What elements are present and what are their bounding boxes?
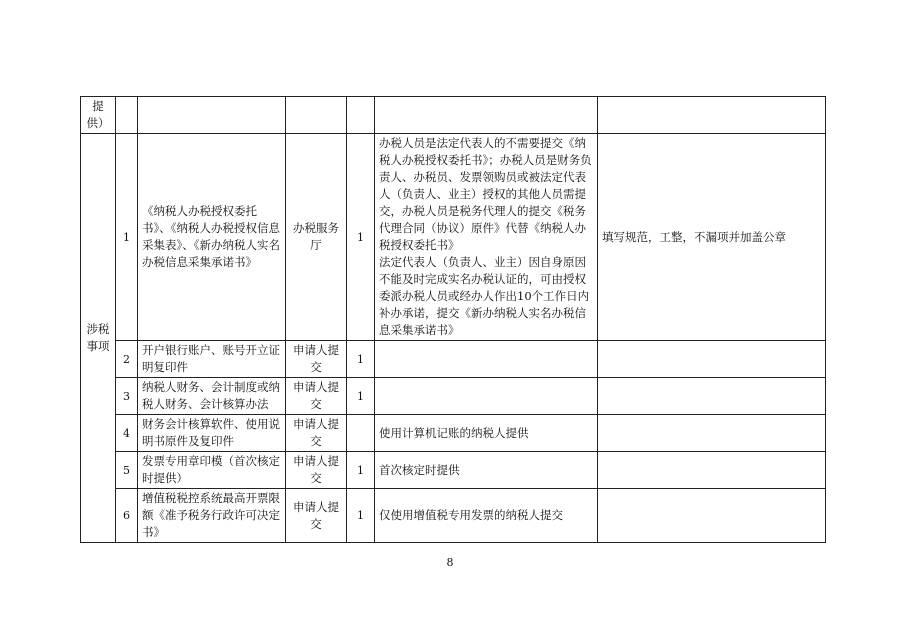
copies-cell: 1	[347, 378, 375, 415]
material-cell: 财务会计核算软件、使用说明书原件及复印件	[138, 415, 286, 452]
table-row	[81, 489, 826, 543]
requirement-cell	[598, 452, 826, 489]
material-cell: 增值税税控系统最高开票限额《准予税务行政许可决定书》	[138, 489, 286, 543]
requirement-cell	[598, 415, 826, 452]
material-cell: 发票专用章印模（首次核定时提供）	[138, 452, 286, 489]
requirement-cell	[598, 378, 826, 415]
source-cell: 申请人提交	[286, 341, 347, 378]
notes-cell: 仅使用增值税专用发票的纳税人提交	[375, 489, 598, 543]
row-number: 5	[116, 452, 138, 489]
source-cell: 申请人提交	[286, 489, 347, 543]
notes-cell: 使用计算机记账的纳税人提供	[375, 415, 598, 452]
note-text: 法定代表人（负责人、业主）因自身原因不能及时完成实名办税认证的，可由授权委派办税人员或经办人作出10个工作日内补办承诺，提交《新办纳税人实名办税信息采集承诺书》	[379, 255, 590, 337]
source-cell: 申请人提交	[286, 415, 347, 452]
notes-cell	[375, 378, 598, 415]
notes-cell: 首次核定时提供	[375, 452, 598, 489]
table-row-top	[81, 97, 826, 134]
page-number: 8	[446, 556, 454, 569]
copies-cell	[347, 415, 375, 452]
table-row	[81, 341, 826, 378]
materials-table	[80, 96, 826, 543]
top-category-cell: 提 供）	[81, 97, 116, 134]
table-row	[81, 452, 826, 489]
material-cell: 开户银行账户、账号开立证明复印件	[138, 341, 286, 378]
source-cell: 申请人提交	[286, 378, 347, 415]
requirement-cell	[598, 341, 826, 378]
note-text: 办税人员是法定代表人的不需要提交《纳税人办税授权委托书》；办税人员是财务负责人、办税员、发票领购员或被法定代表人（负责人、业主）授权的其他人员需提交，办税人员是税务代理人的提交《税务代理合同（协议）原件》代替《纳税人办税授权委托书》	[379, 136, 592, 252]
row-number: 6	[116, 489, 138, 543]
row-number: 1	[116, 134, 138, 341]
copies-cell: 1	[347, 341, 375, 378]
table-row	[81, 134, 826, 341]
notes-cell	[375, 341, 598, 378]
table-row	[81, 378, 826, 415]
material-cell: 《纳税人办税授权委托书》、《纳税人办税授权信息采集表》、《新办纳税人实名办税信息采集承诺书》	[138, 134, 286, 341]
copies-cell: 1	[347, 452, 375, 489]
source-cell: 办税服务厅	[286, 134, 347, 341]
category-cell: 涉税 事项	[81, 134, 116, 543]
source-cell: 申请人提交	[286, 452, 347, 489]
requirement-cell	[598, 489, 826, 543]
requirement-cell: 填写规范，工整，不漏项并加盖公章	[598, 134, 826, 341]
material-cell: 纳税人财务、会计制度或纳税人财务、会计核算办法	[138, 378, 286, 415]
row-number: 3	[116, 378, 138, 415]
row-number: 4	[116, 415, 138, 452]
notes-cell	[375, 134, 598, 341]
copies-cell: 1	[347, 489, 375, 543]
copies-cell: 1	[347, 134, 375, 341]
table-row	[81, 415, 826, 452]
row-number: 2	[116, 341, 138, 378]
